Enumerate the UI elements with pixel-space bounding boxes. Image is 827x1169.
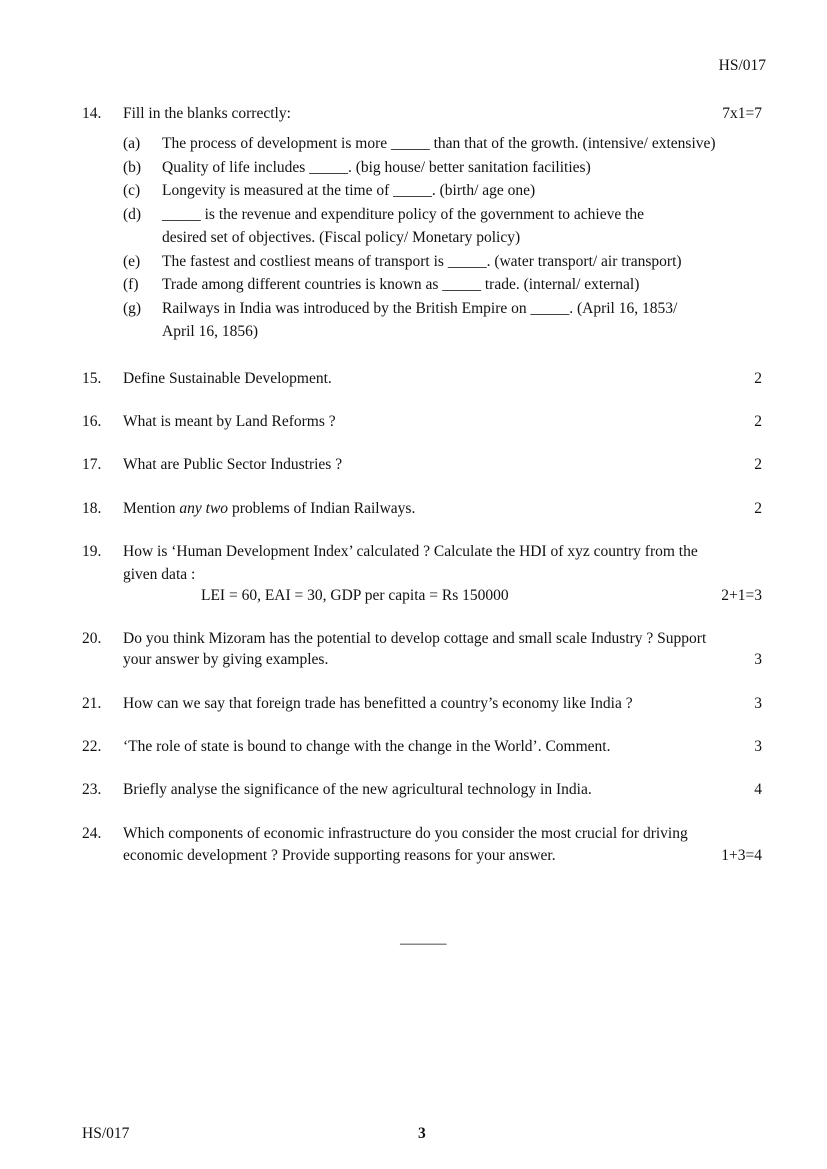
item-label: (g) [123, 300, 142, 317]
item-label: (d) [123, 206, 142, 223]
given-data: LEI = 60, EAI = 30, GDP per capita = Rs 150000 [201, 587, 509, 604]
end-of-paper-mark: ——— [400, 935, 447, 952]
question-number: 21. [82, 695, 102, 712]
question-marks: 2 [754, 456, 762, 473]
item-text: The fastest and costliest means of transport is _____. (water transport/ air transport) [162, 253, 682, 270]
item-label: (a) [123, 135, 141, 152]
header-code: HS/017 [718, 57, 766, 74]
question-text: How can we say that foreign trade has benefitted a country’s economy like India ? [123, 695, 633, 712]
question-number: 23. [82, 781, 102, 798]
question-marks: 3 [754, 738, 762, 755]
question-text-continued: economic development ? Provide supporting reasons for your answer. [123, 847, 556, 864]
item-label: (e) [123, 253, 141, 270]
question-number: 14. [82, 105, 102, 122]
question-text: Briefly analyse the significance of the new agricultural technology in India. [123, 781, 592, 798]
question-text: Do you think Mizoram has the potential to develop cottage and small scale Industry ? Support [123, 630, 707, 647]
item-text: Longevity is measured at the time of _____. (birth/ age one) [162, 182, 536, 199]
item-text: Quality of life includes _____. (big house/ better sanitation facilities) [162, 159, 591, 176]
question-marks: 1+3=4 [721, 847, 762, 864]
question-number: 17. [82, 456, 102, 473]
question-number: 18. [82, 500, 102, 517]
question-number: 15. [82, 370, 102, 387]
item-label: (c) [123, 182, 141, 199]
item-text: The process of development is more _____ than that of the growth. (intensive/ extensive) [162, 135, 716, 152]
question-text: Define Sustainable Development. [123, 370, 332, 387]
question-marks: 3 [754, 651, 762, 668]
page-number: 3 [418, 1125, 426, 1142]
text-before: Mention [123, 500, 180, 517]
question-number: 20. [82, 630, 102, 647]
question-number: 16. [82, 413, 102, 430]
question-marks: 2+1=3 [721, 587, 762, 604]
question-text: What is meant by Land Reforms ? [123, 413, 336, 430]
text-italic: any two [179, 500, 229, 517]
question-text [123, 497, 415, 520]
question-marks: 2 [754, 370, 762, 387]
item-text: _____ is the revenue and expenditure policy of the government to achieve the [162, 206, 645, 223]
question-text: How is ‘Human Development Index’ calculated ? Calculate the HDI of xyz country from the [123, 543, 698, 560]
question-text: Fill in the blanks correctly: [123, 105, 291, 122]
item-label: (b) [123, 159, 142, 176]
question-text-continued: your answer by giving examples. [123, 651, 329, 668]
question-marks: 2 [754, 413, 762, 430]
item-label: (f) [123, 276, 139, 293]
question-marks: 7x1=7 [722, 105, 762, 122]
question-text: ‘The role of state is bound to change with the change in the World’. Comment. [123, 738, 611, 755]
item-text-continued: desired set of objectives. (Fiscal policy/ Monetary policy) [162, 229, 521, 246]
question-number: 22. [82, 738, 102, 755]
question-text: Which components of economic infrastructure do you consider the most crucial for driving [123, 825, 688, 842]
item-text-continued: April 16, 1856) [162, 323, 259, 340]
question-marks: 3 [754, 695, 762, 712]
question-text: What are Public Sector Industries ? [123, 456, 343, 473]
footer-code: HS/017 [82, 1125, 130, 1142]
question-number: 24. [82, 825, 102, 842]
text-after: problems of Indian Railways. [228, 500, 416, 517]
question-number: 19. [82, 543, 102, 560]
question-marks: 4 [754, 781, 762, 798]
question-marks: 2 [754, 500, 762, 517]
item-text: Railways in India was introduced by the British Empire on _____. (April 16, 1853/ [162, 300, 678, 317]
item-text: Trade among different countries is known as _____ trade. (internal/ external) [162, 276, 640, 293]
question-text-continued: given data : [123, 566, 196, 583]
